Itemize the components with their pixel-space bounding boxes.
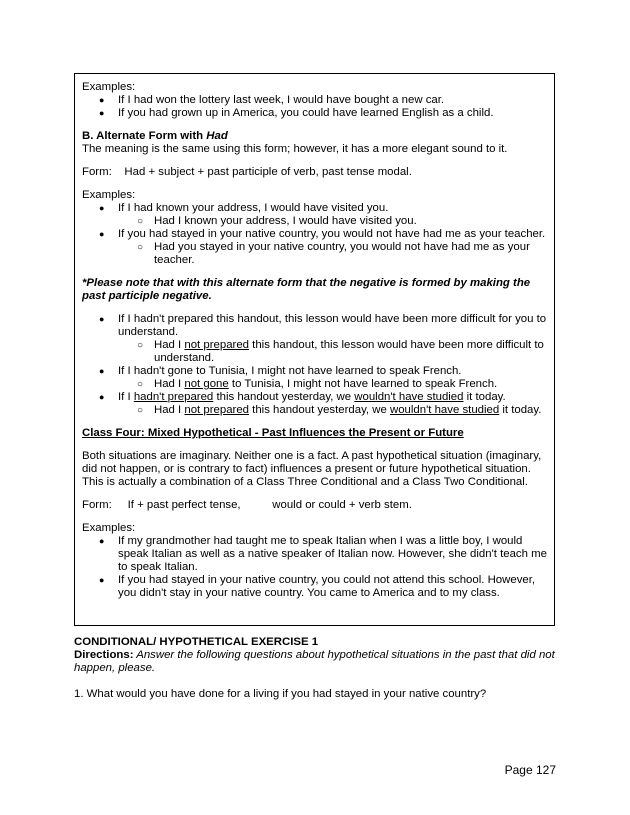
sub-list-item: ○ Had I not prepared this handout, this lesson would have been more difficult to understand.: [82, 339, 547, 365]
sub-list-item: ○ Had I not prepared this handout yesterday, we wouldn't have studied it today.: [82, 404, 547, 417]
examples-label: Examples:: [82, 81, 136, 93]
examples-label: Examples:: [82, 189, 136, 201]
examples-list-1: [82, 94, 547, 120]
examples-list-2: [82, 202, 547, 267]
class-four-text: Both situations are imaginary. Neither one is a fact. A past hypothetical situation (imaginary, did not happen, or is contrary to fact) influences a present or future hypothetical situation. This is actually a combination of a Class Three Conditional and a Class Two Conditional.: [82, 450, 542, 488]
form-line: Form: Had + subject + past participle of verb, past tense modal.: [82, 166, 412, 178]
exercise-directions: Directions: Answer the following questions about hypothetical situations in the past that did not happen, please.: [74, 649, 555, 674]
list-item: ● If I had won the lottery last week, I would have bought a new car.: [82, 94, 547, 107]
negative-list: [82, 313, 547, 417]
list-item: ● If you had stayed in your native country, you would not have had me as your teacher.: [82, 228, 547, 241]
sub-list-item: ○ Had you stayed in your native country, you would not have had me as your teacher.: [82, 241, 547, 267]
exercise-section: [74, 636, 555, 701]
class-four-heading: Class Four: Mixed Hypothetical - Past Influences the Present or Future: [82, 427, 464, 439]
note: *Please note that with this alternate form that the negative is formed by making the past participle negative.: [82, 277, 531, 302]
grammar-box: [74, 73, 555, 626]
list-item: ● If you had stayed in your native country, you could not attend this school. However, you didn't stay in your native country. You came to America and to my class.: [82, 574, 547, 600]
section-b-heading: B. Alternate Form with Had: [82, 130, 228, 142]
list-item: ● If I hadn't prepared this handout, this lesson would have been more difficult for you to understand.: [82, 313, 547, 339]
list-item: ● If you had grown up in America, you could have learned English as a child.: [82, 107, 547, 120]
form-line-2: Form: If + past perfect tense, would or could + verb stem.: [82, 499, 412, 511]
list-item: ● If I had known your address, I would have visited you.: [82, 202, 547, 215]
question-1: 1. What would you have done for a living if you had stayed in your native country?: [74, 688, 487, 700]
exercise-title: CONDITIONAL/ HYPOTHETICAL EXERCISE 1: [74, 636, 319, 648]
sub-list-item: ○ Had I known your address, I would have visited you.: [82, 215, 547, 228]
examples-label: Examples:: [82, 522, 136, 534]
section-b-text: The meaning is the same using this form; however, it has a more elegant sound to it.: [82, 143, 508, 155]
list-item: ● If I hadn't gone to Tunisia, I might not have learned to speak French.: [82, 365, 547, 378]
list-item: ● If I hadn't prepared this handout yesterday, we wouldn't have studied it today.: [82, 391, 547, 404]
examples-list-3: [82, 535, 547, 600]
page-number: Page 127: [504, 763, 556, 777]
sub-list-item: ○ Had I not gone to Tunisia, I might not have learned to speak French.: [82, 378, 547, 391]
list-item: ● If my grandmother had taught me to speak Italian when I was a little boy, I would speak Italian as well as a native speaker of Italian now. However, she didn't teach me to speak Italian.: [82, 535, 547, 574]
